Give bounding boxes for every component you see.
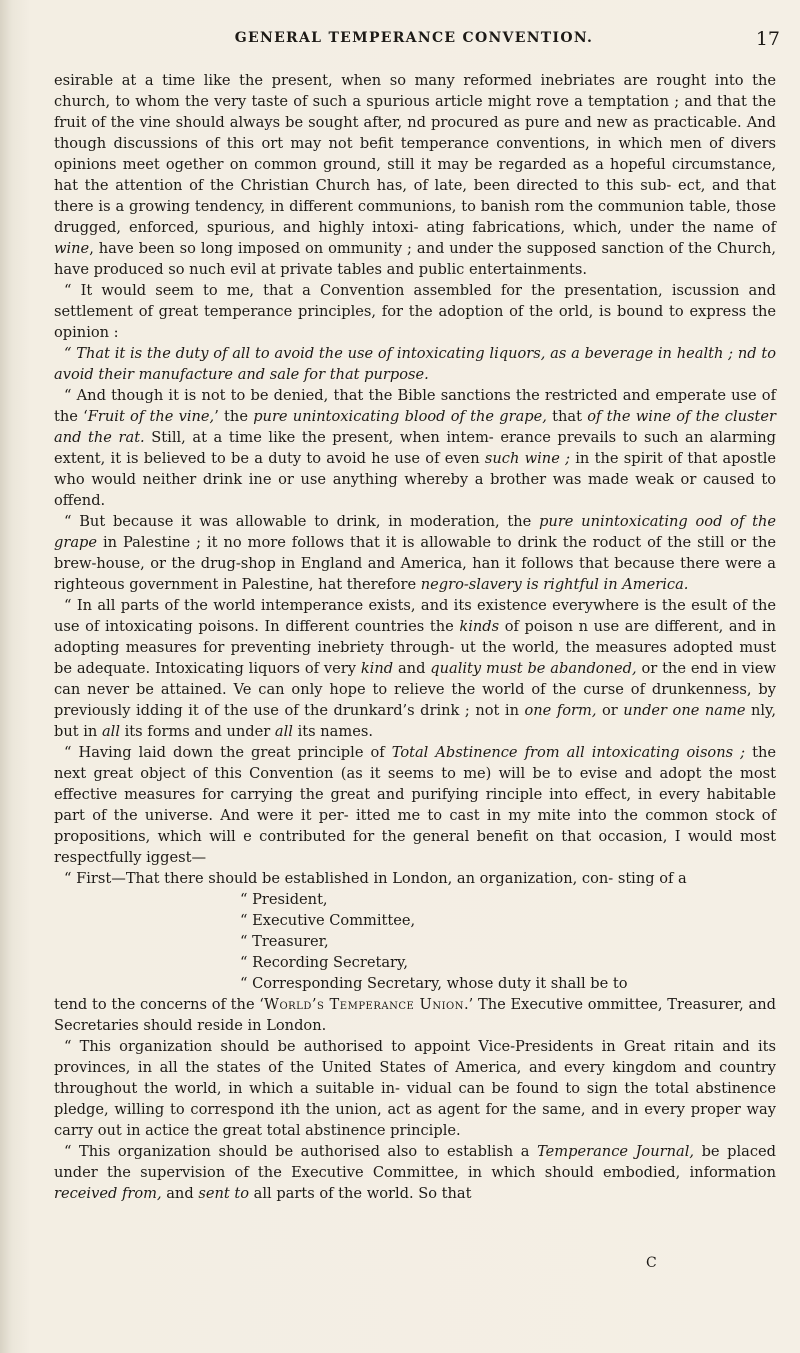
paragraph-3-resolution: “ That it is the duty of all to avoid the use of intoxicating liquors, as a beverage in health ; nd to avoid their manufacture and sale for that purpose. bbox=[54, 345, 776, 383]
body-text bbox=[54, 70, 776, 1204]
paragraph-8: “ First—That there should be established in London, an organization, con- sting of a bbox=[64, 870, 687, 887]
paragraph-5: “ But because it was allowable to drink, in moderation, the pure unintoxicating ood of the grape in Palestine ; it no more follows that it is allowable to drink the roduct of the still or the brew-house, or the drug-shop in England and America, han it follows that because there were a righteous government in Palestine, hat therefore negro-slavery is rightful in America. bbox=[54, 513, 776, 593]
page-number: 17 bbox=[755, 28, 780, 50]
paragraph-7: “ Having laid down the great principle of Total Abstinence from all intoxicating oisons ; the next great object of this Convention (as it seems to me) will be to evise and adopt the most effective measures for carrying the great and purifying rinciple into effect, in every habitable part of the universe. And were it per- itted me to cast in my mite into the common stock of propositions, which will e contributed for the general benefit on that occasion, I would most respectfully iggest— bbox=[54, 744, 777, 866]
signature-mark: C bbox=[646, 1255, 657, 1271]
paragraph-10: “ This organization should be authorised to appoint Vice-Presidents in Great ritain and its provinces, in all the states of the United States of America, and every kingdom and country throughout the world, in which a suitable in- vidual can be found to sign the total abstinence pledge, willing to correspond ith the union, act as agent for the same, and in every proper way carry out in actice the great total abstinence principle. bbox=[54, 1038, 776, 1139]
paragraph-6: “ In all parts of the world intemperance exists, and its existence everywhere is the esult of the use of intoxicating poisons. In different countries the kinds of poison n use are different, and in adopting measures for preventing inebriety through- ut the world, the measures adopted must be adequate. Intoxicating liquors of very kind and quality must be abandoned, or the end in view can never be attained. Ve can only hope to relieve the world of the curse of drunkenness, by previously idding it of the use of the drunkard’s drink ; not in one form, or under one name nly, but in all its forms and under all its names. bbox=[54, 597, 777, 740]
office-executive-committee: “ Executive Committee, bbox=[240, 912, 416, 929]
office-corresponding-secretary: “ Corresponding Secretary, whose duty it shall be to bbox=[240, 975, 628, 992]
running-header bbox=[40, 30, 788, 52]
paragraph-2: “ It would seem to me, that a Convention assembled for the presentation, iscussion and settlement of great temperance principles, for the adoption of the orld, is bound to express the opinion : bbox=[54, 282, 776, 341]
office-treasurer: “ Treasurer, bbox=[240, 933, 329, 950]
paragraph-9: tend to the concerns of the ‘World’s Temperance Union.’ The Executive ommittee, Treasurer, and Secretaries should reside in London. bbox=[54, 996, 776, 1034]
header-title: GENERAL TEMPERANCE CONVENTION. bbox=[234, 30, 594, 46]
paragraph-4: “ And though it is not to be denied, that the Bible sanctions the restricted and emperate use of the ‘Fruit of the vine,’ the pure unintoxicating blood of the grape, that of the wine of the cluster and the rat. Still, at a time like the present, when intem- erance prevails to such an alarming extent, it is believed to be a duty to avoid he use of even such wine ; in the spirit of that apostle who would neither drink ine or use anything whereby a brother was made weak or caused to offend. bbox=[54, 387, 777, 509]
office-president: “ President, bbox=[240, 891, 328, 908]
paragraph-11: “ This organization should be authorised also to establish a Temperance Journal, be placed under the supervision of the Executive Committee, in which should embodied, information received from, and sent to all parts of the world. So that bbox=[54, 1143, 776, 1202]
paragraph-1: esirable at a time like the present, when so many reformed inebriates are rought into the church, to whom the very taste of such a spurious article might rove a temptation ; and that the fruit of the vine should always be sought after, nd procured as pure and new as practicable. And though discussions of this ort may not befit temperance conventions, in which men of divers opinions meet ogether on common ground, still it may be regarded as a hopeful circumstance, hat the attention of the Christian Church has, of late, been directed to this sub- ect, and that there is a growing tendency, in different communions, to banish rom the communion table, those drugged, enforced, spurious, and highly intoxi- ating fabrications, which, under the name of wine, have been so long imposed on ommunity ; and under the supposed sanction of the Church, have produced so nuch evil at private tables and public entertainments. bbox=[54, 72, 776, 278]
office-recording-secretary: “ Recording Secretary, bbox=[240, 954, 408, 971]
